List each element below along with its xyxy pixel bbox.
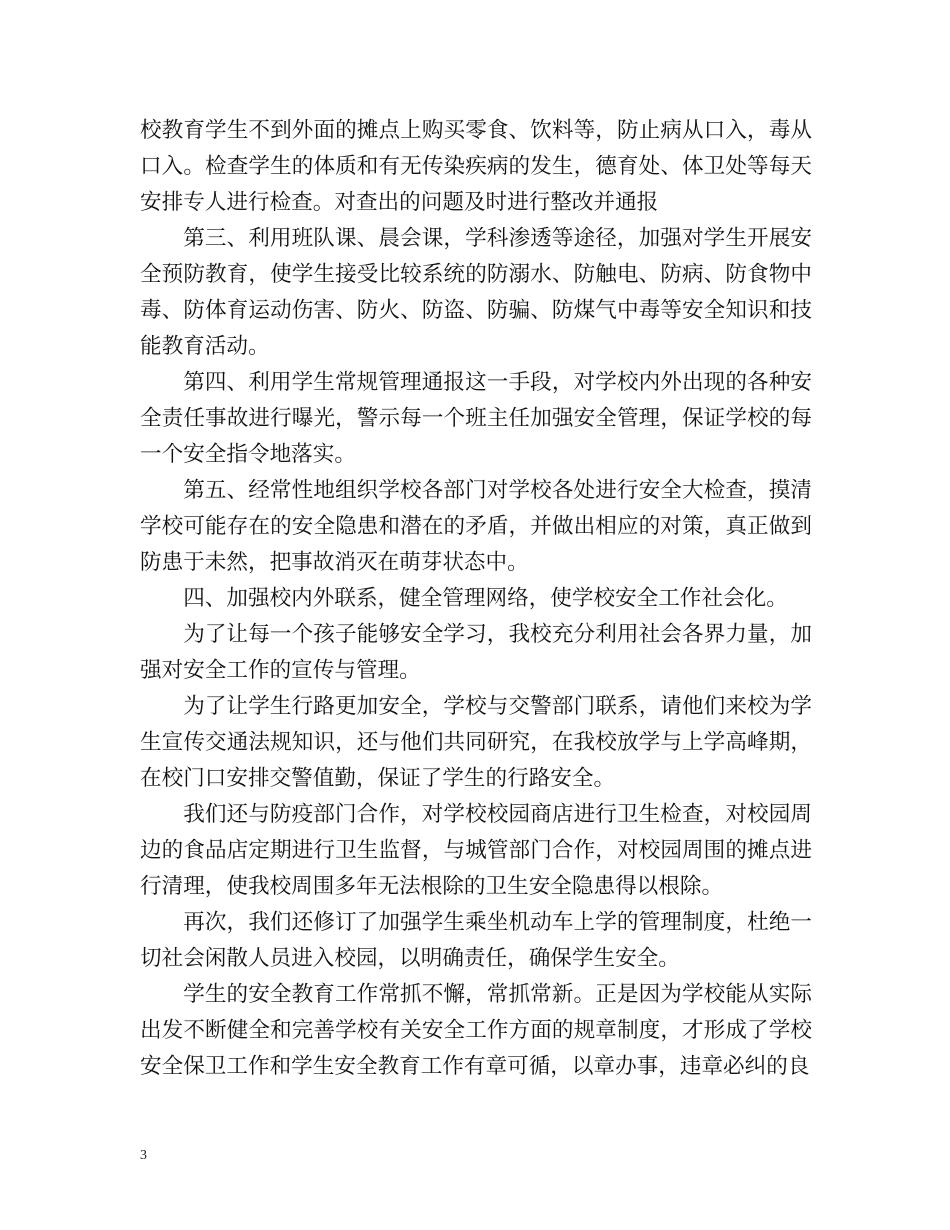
paragraph-5: 四、加强校内外联系，健全管理网络，使学校安全工作社会化。	[183, 586, 788, 611]
paragraph-6: 为了让每一个孩子能够安全学习，我校充分利用社会各界力量，加强对安全工作的宣传与管理。	[140, 622, 812, 683]
paragraph-8: 我们还与防疫部门合作，对学校校园商店进行卫生检查，对校园周边的食品店定期进行卫生监督，与城管部门合作，对校园周围的摊点进行清理，使我校周围多年无法根除的卫生安全隐患得以根除。	[140, 802, 812, 899]
paragraph-9: 再次，我们还修订了加强学生乘坐机动车上学的管理制度，杜绝一切社会闲散人员进入校园，以明确责任，确保学生安全。	[140, 910, 812, 971]
paragraph-2: 第三、利用班队课、晨会课，学科渗透等途径，加强对学生开展安全预防教育，使学生接受比较系统的防溺水、防触电、防病、防食物中毒、防体育运动伤害、防火、防盗、防骗、防煤气中毒等安全知识和技能教育活动。	[140, 226, 812, 359]
paragraph-7: 为了让学生行路更加安全，学校与交警部门联系，请他们来校为学生宣传交通法规知识，还与他们共同研究，在我校放学与上学高峰期，在校门口安排交警值勤，保证了学生的行路安全。	[140, 694, 812, 791]
paragraph-4: 第五、经常性地组织学校各部门对学校各处进行安全大检查，摸清学校可能存在的安全隐患和潜在的矛盾，并做出相应的对策，真正做到防患于未然，把事故消灭在萌芽状态中。	[140, 478, 812, 575]
paragraph-10: 学生的安全教育工作常抓不懈，常抓常新。正是因为学校能从实际出发不断健全和完善学校有关安全工作方面的规章制度，才形成了学校安全保卫工作和学生安全教育工作有章可循，以章办事，违章必纠的良	[140, 982, 812, 1079]
paragraph-1: 校教育学生不到外面的摊点上购买零食、饮料等，防止病从口入，毒从口入。检查学生的体质和有无传染疾病的发生，德育处、体卫处等每天安排专人进行检查。对查出的问题及时进行整改并通报	[140, 118, 812, 215]
paragraph-3: 第四、利用学生常规管理通报这一手段，对学校内外出现的各种安全责任事故进行曝光，警示每一个班主任加强安全管理，保证学校的每一个安全指令地落实。	[140, 370, 812, 467]
page-number: 3	[140, 1148, 147, 1163]
body-text	[140, 113, 812, 1085]
